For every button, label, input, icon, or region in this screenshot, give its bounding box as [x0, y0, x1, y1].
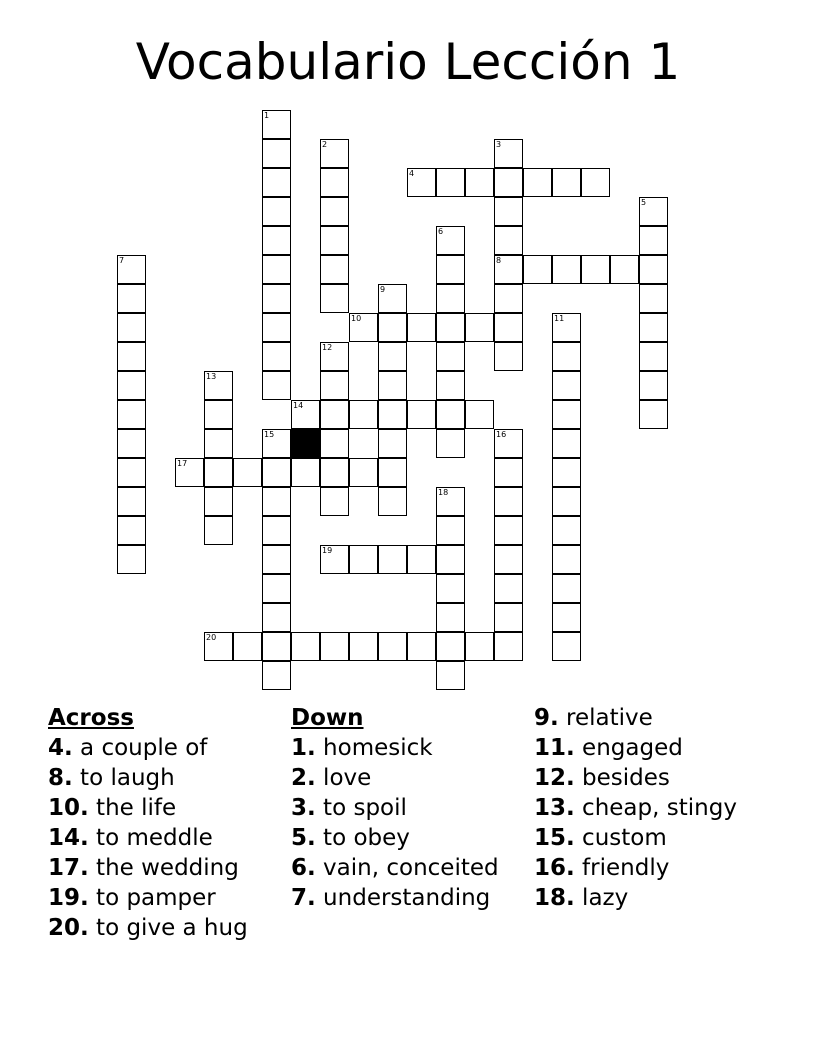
crossword-cell[interactable] — [291, 458, 320, 487]
crossword-cell[interactable] — [523, 168, 552, 197]
clue-item — [48, 763, 278, 793]
crossword-cell[interactable] — [233, 632, 262, 661]
crossword-cell[interactable] — [436, 400, 465, 429]
puzzle-title: Vocabulario Lección 1 — [135, 33, 681, 91]
crossword-cell[interactable] — [117, 313, 146, 342]
crossword-cell[interactable] — [320, 255, 349, 284]
crossword-cell[interactable] — [436, 603, 465, 632]
crossword-cell[interactable] — [233, 458, 262, 487]
clue-number: 3 — [496, 140, 502, 149]
crossword-cell[interactable] — [639, 226, 668, 255]
clue-number: 6 — [438, 227, 444, 236]
clue-item — [48, 883, 278, 913]
crossword-cell[interactable] — [262, 632, 291, 661]
crossword-cell[interactable] — [581, 255, 610, 284]
crossword-cell[interactable] — [581, 168, 610, 197]
crossword-cell[interactable] — [262, 487, 291, 516]
clue-number: 13 — [206, 372, 217, 381]
clue-number: 11. — [534, 735, 575, 761]
crossword-cell[interactable] — [552, 603, 581, 632]
crossword-cell[interactable] — [262, 458, 291, 487]
crossword-cell[interactable] — [320, 139, 349, 168]
clue-item — [48, 733, 278, 763]
clue-item — [291, 763, 521, 793]
crossword-cell[interactable] — [320, 342, 349, 371]
crossword-cell[interactable] — [378, 458, 407, 487]
crossword-cell[interactable] — [639, 197, 668, 226]
clue-number: 8. — [48, 765, 73, 791]
crossword-cell[interactable] — [117, 284, 146, 313]
crossword-cell[interactable] — [117, 458, 146, 487]
crossword-cell[interactable] — [494, 226, 523, 255]
clue-number: 7. — [291, 885, 316, 911]
black-square — [291, 429, 320, 458]
clue-number: 1. — [291, 735, 316, 761]
crossword-cell[interactable] — [494, 168, 523, 197]
clue-number: 17 — [177, 459, 188, 468]
crossword-cell[interactable] — [320, 545, 349, 574]
clue-text: understanding — [315, 885, 491, 911]
clue-item — [534, 823, 794, 853]
clue-number: 14 — [293, 401, 304, 410]
clue-text: love — [315, 765, 372, 791]
clue-number: 2 — [322, 140, 328, 149]
crossword-cell[interactable] — [436, 574, 465, 603]
crossword-cell[interactable] — [262, 603, 291, 632]
crossword-cell[interactable] — [436, 632, 465, 661]
clue-number: 19 — [322, 546, 333, 555]
crossword-cell[interactable] — [262, 197, 291, 226]
across-clues — [48, 703, 278, 943]
crossword-cell[interactable] — [349, 458, 378, 487]
crossword-cell[interactable] — [117, 487, 146, 516]
crossword-cell[interactable] — [262, 516, 291, 545]
crossword-cell[interactable] — [436, 226, 465, 255]
crossword-cell[interactable] — [320, 197, 349, 226]
clue-text: relative — [558, 705, 653, 731]
down-clue-list — [291, 733, 521, 913]
crossword-cell[interactable] — [262, 110, 291, 139]
crossword-cell[interactable] — [175, 458, 204, 487]
crossword-cell[interactable] — [552, 487, 581, 516]
clue-text: the life — [88, 795, 177, 821]
crossword-cell[interactable] — [320, 284, 349, 313]
crossword-cell[interactable] — [320, 371, 349, 400]
crossword-cell[interactable] — [552, 429, 581, 458]
crossword-cell[interactable] — [349, 545, 378, 574]
clue-number: 19. — [48, 885, 89, 911]
crossword-cell[interactable] — [494, 429, 523, 458]
clue-number: 14. — [48, 825, 89, 851]
clue-item — [534, 733, 794, 763]
crossword-cell[interactable] — [117, 400, 146, 429]
clue-number: 1 — [264, 111, 270, 120]
crossword-cell[interactable] — [552, 371, 581, 400]
clue-number: 13. — [534, 795, 575, 821]
crossword-cell[interactable] — [552, 342, 581, 371]
clue-item — [534, 853, 794, 883]
down-clues-continued — [534, 703, 794, 913]
crossword-cell[interactable] — [552, 632, 581, 661]
clue-item — [291, 853, 521, 883]
clue-text: besides — [574, 765, 670, 791]
crossword-cell[interactable] — [465, 400, 494, 429]
clue-text: homesick — [315, 735, 433, 761]
crossword-cell[interactable] — [262, 661, 291, 690]
clue-item — [48, 913, 278, 943]
crossword-cell[interactable] — [552, 458, 581, 487]
clue-number: 8 — [496, 256, 502, 265]
crossword-cell[interactable] — [204, 371, 233, 400]
clue-item — [48, 823, 278, 853]
crossword-cell[interactable] — [378, 313, 407, 342]
clue-number: 12. — [534, 765, 575, 791]
clue-number: 20. — [48, 915, 89, 941]
crossword-cell[interactable] — [320, 400, 349, 429]
crossword-cell[interactable] — [204, 458, 233, 487]
crossword-cell[interactable] — [552, 545, 581, 574]
crossword-cell[interactable] — [494, 255, 523, 284]
clue-item — [534, 793, 794, 823]
crossword-cell[interactable] — [639, 255, 668, 284]
crossword-cell[interactable] — [378, 487, 407, 516]
crossword-cell[interactable] — [494, 516, 523, 545]
crossword-cell[interactable] — [349, 632, 378, 661]
clue-item — [48, 793, 278, 823]
clue-number: 6. — [291, 855, 316, 881]
crossword-cell[interactable] — [291, 632, 320, 661]
crossword-cell[interactable] — [262, 371, 291, 400]
clue-text: custom — [574, 825, 667, 851]
clue-text: engaged — [574, 735, 683, 761]
crossword-cell[interactable] — [378, 545, 407, 574]
clue-text: to pamper — [88, 885, 216, 911]
crossword-cell[interactable] — [407, 168, 436, 197]
crossword-cell[interactable] — [117, 342, 146, 371]
clue-number: 16 — [496, 430, 507, 439]
crossword-cell[interactable] — [117, 255, 146, 284]
clue-number: 11 — [554, 314, 565, 323]
clue-number: 16. — [534, 855, 575, 881]
clue-text: to obey — [315, 825, 410, 851]
clue-number: 20 — [206, 633, 217, 642]
crossword-cell[interactable] — [494, 574, 523, 603]
crossword-cell[interactable] — [204, 400, 233, 429]
crossword-cell[interactable] — [204, 632, 233, 661]
clue-item — [534, 703, 794, 733]
clue-text: to laugh — [72, 765, 175, 791]
clue-number: 9 — [380, 285, 386, 294]
crossword-cell[interactable] — [117, 545, 146, 574]
clue-item — [291, 883, 521, 913]
crossword-cell[interactable] — [436, 342, 465, 371]
crossword-cell[interactable] — [639, 342, 668, 371]
crossword-cell[interactable] — [436, 429, 465, 458]
clue-number: 15. — [534, 825, 575, 851]
clue-text: lazy — [574, 885, 629, 911]
clue-text: cheap, stingy — [574, 795, 737, 821]
clue-text: to meddle — [88, 825, 213, 851]
clue-number: 5 — [641, 198, 647, 207]
crossword-cell[interactable] — [378, 342, 407, 371]
clue-item — [48, 853, 278, 883]
crossword-cell[interactable] — [494, 632, 523, 661]
crossword-cell[interactable] — [494, 342, 523, 371]
crossword-cell[interactable] — [639, 400, 668, 429]
crossword-cell[interactable] — [494, 603, 523, 632]
crossword-cell[interactable] — [407, 400, 436, 429]
crossword-cell[interactable] — [117, 371, 146, 400]
crossword-cell[interactable] — [262, 168, 291, 197]
down-clues — [291, 703, 521, 913]
crossword-cell[interactable] — [262, 429, 291, 458]
crossword-cell[interactable] — [436, 284, 465, 313]
crossword-cell[interactable] — [204, 516, 233, 545]
crossword-cell[interactable] — [262, 545, 291, 574]
crossword-cell[interactable] — [320, 226, 349, 255]
clue-number: 10. — [48, 795, 89, 821]
clue-number: 15 — [264, 430, 275, 439]
clue-text: the wedding — [88, 855, 239, 881]
crossword-cell[interactable] — [117, 429, 146, 458]
clue-text: to give a hug — [88, 915, 248, 941]
crossword-cell[interactable] — [552, 516, 581, 545]
crossword-cell[interactable] — [436, 516, 465, 545]
crossword-cell[interactable] — [494, 139, 523, 168]
clue-text: to spoil — [315, 795, 407, 821]
crossword-cell[interactable] — [291, 400, 320, 429]
crossword-cell[interactable] — [494, 545, 523, 574]
crossword-cell[interactable] — [552, 574, 581, 603]
crossword-cell[interactable] — [639, 313, 668, 342]
crossword-cell[interactable] — [407, 545, 436, 574]
clue-number: 10 — [351, 314, 362, 323]
crossword-cell[interactable] — [378, 632, 407, 661]
crossword-cell[interactable] — [494, 313, 523, 342]
clue-item — [291, 733, 521, 763]
crossword-cell[interactable] — [436, 255, 465, 284]
clue-item — [534, 763, 794, 793]
clue-item — [291, 823, 521, 853]
down-heading: Down — [291, 705, 364, 731]
crossword-cell[interactable] — [610, 255, 639, 284]
crossword-cell[interactable] — [552, 313, 581, 342]
crossword-cell[interactable] — [204, 487, 233, 516]
crossword-cell[interactable] — [436, 168, 465, 197]
clue-number: 5. — [291, 825, 316, 851]
crossword-cell[interactable] — [262, 574, 291, 603]
crossword-cell[interactable] — [262, 139, 291, 168]
crossword-cell[interactable] — [407, 313, 436, 342]
crossword-cell[interactable] — [436, 313, 465, 342]
clue-item — [534, 883, 794, 913]
crossword-cell[interactable] — [465, 168, 494, 197]
crossword-cell[interactable] — [436, 545, 465, 574]
crossword-cell[interactable] — [320, 458, 349, 487]
crossword-cell[interactable] — [494, 458, 523, 487]
crossword-cell[interactable] — [262, 255, 291, 284]
crossword-cell[interactable] — [262, 284, 291, 313]
crossword-cell[interactable] — [378, 400, 407, 429]
crossword-cell[interactable] — [465, 632, 494, 661]
crossword-cell[interactable] — [204, 429, 233, 458]
across-clue-list — [48, 733, 278, 943]
clue-number: 4 — [409, 169, 415, 178]
crossword-cell[interactable] — [378, 429, 407, 458]
clue-item — [291, 793, 521, 823]
crossword-cell[interactable] — [349, 400, 378, 429]
clue-text: friendly — [574, 855, 670, 881]
crossword-cell[interactable] — [523, 255, 552, 284]
crossword-cell[interactable] — [552, 400, 581, 429]
crossword-cell[interactable] — [320, 487, 349, 516]
clue-number: 2. — [291, 765, 316, 791]
clue-number: 3. — [291, 795, 316, 821]
crossword-cell[interactable] — [639, 284, 668, 313]
crossword-cell[interactable] — [262, 226, 291, 255]
down-clue-list-continued — [534, 703, 794, 913]
crossword-cell[interactable] — [552, 168, 581, 197]
crossword-cell[interactable] — [117, 516, 146, 545]
clue-number: 17. — [48, 855, 89, 881]
crossword-cell[interactable] — [552, 255, 581, 284]
clue-number: 4. — [48, 735, 73, 761]
clue-text: vain, conceited — [315, 855, 499, 881]
crossword-cell[interactable] — [378, 284, 407, 313]
crossword-cell[interactable] — [378, 371, 407, 400]
crossword-cell[interactable] — [639, 371, 668, 400]
crossword-cell[interactable] — [436, 661, 465, 690]
clue-number: 7 — [119, 256, 125, 265]
clue-text: a couple of — [72, 735, 208, 761]
crossword-cell[interactable] — [320, 632, 349, 661]
crossword-cell[interactable] — [320, 168, 349, 197]
crossword-cell[interactable] — [320, 429, 349, 458]
crossword-cell[interactable] — [494, 197, 523, 226]
clue-number: 18 — [438, 488, 449, 497]
crossword-cell[interactable] — [262, 313, 291, 342]
crossword-cell[interactable] — [465, 313, 494, 342]
crossword-cell[interactable] — [262, 342, 291, 371]
clue-number: 18. — [534, 885, 575, 911]
crossword-cell[interactable] — [436, 371, 465, 400]
clue-number: 12 — [322, 343, 333, 352]
crossword-cell[interactable] — [494, 284, 523, 313]
across-heading: Across — [48, 705, 134, 731]
crossword-cell[interactable] — [407, 632, 436, 661]
crossword-cell[interactable] — [349, 313, 378, 342]
clue-number: 9. — [534, 705, 559, 731]
crossword-cell[interactable] — [494, 487, 523, 516]
crossword-cell[interactable] — [436, 487, 465, 516]
